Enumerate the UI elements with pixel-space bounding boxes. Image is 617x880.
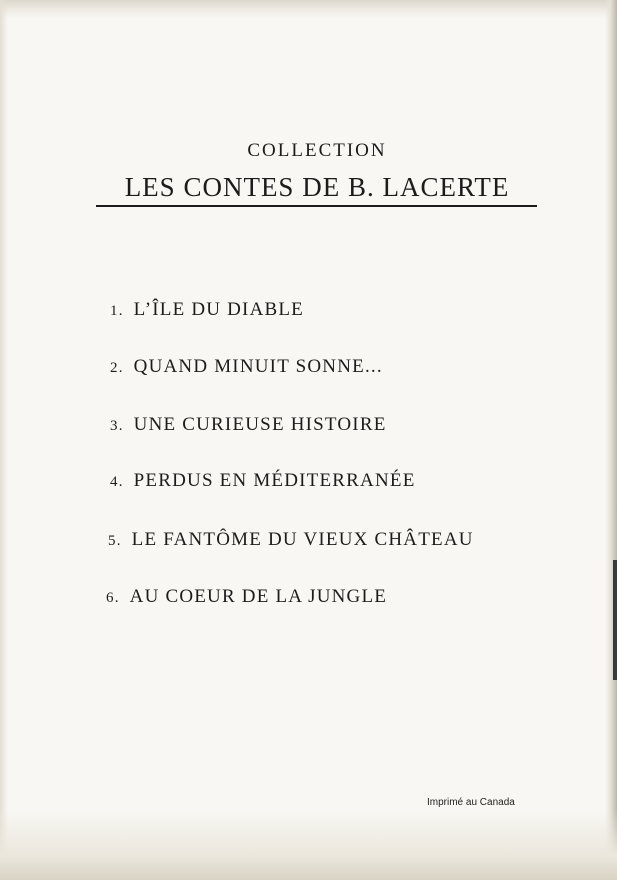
title-item-3 bbox=[110, 414, 387, 436]
paper-edge-top bbox=[0, 0, 617, 18]
paper-edge-bottom bbox=[0, 810, 617, 880]
title-item-2 bbox=[110, 356, 383, 378]
title-number: 6. bbox=[106, 590, 120, 606]
title-text: L’ÎLE DU DIABLE bbox=[133, 299, 304, 320]
paper-edge-left bbox=[0, 0, 8, 880]
title-text: PERDUS EN MÉDITERRANÉE bbox=[133, 470, 416, 491]
title-underline bbox=[96, 205, 537, 207]
title-number: 5. bbox=[108, 533, 122, 549]
collection-label: COLLECTION bbox=[247, 140, 387, 161]
paper-edge-right bbox=[605, 0, 617, 880]
title-item-4 bbox=[110, 470, 416, 492]
title-item-6 bbox=[106, 586, 387, 608]
title-number: 1. bbox=[110, 303, 124, 319]
title-item-5 bbox=[108, 529, 474, 551]
imprint-note: Imprimé au Canada bbox=[427, 797, 515, 808]
title-number: 2. bbox=[110, 360, 124, 376]
series-title: LES CONTES DE B. LACERTE bbox=[124, 172, 510, 202]
title-text: QUAND MINUIT SONNE... bbox=[133, 356, 383, 377]
title-text: LE FANTÔME DU VIEUX CHÂTEAU bbox=[131, 529, 474, 550]
title-number: 3. bbox=[110, 418, 124, 434]
title-item-1 bbox=[110, 299, 304, 321]
title-text: AU COEUR DE LA JUNGLE bbox=[129, 586, 388, 607]
title-text: UNE CURIEUSE HISTOIRE bbox=[133, 414, 387, 435]
title-number: 4. bbox=[110, 474, 124, 490]
paper-edge-shadow bbox=[613, 560, 617, 680]
